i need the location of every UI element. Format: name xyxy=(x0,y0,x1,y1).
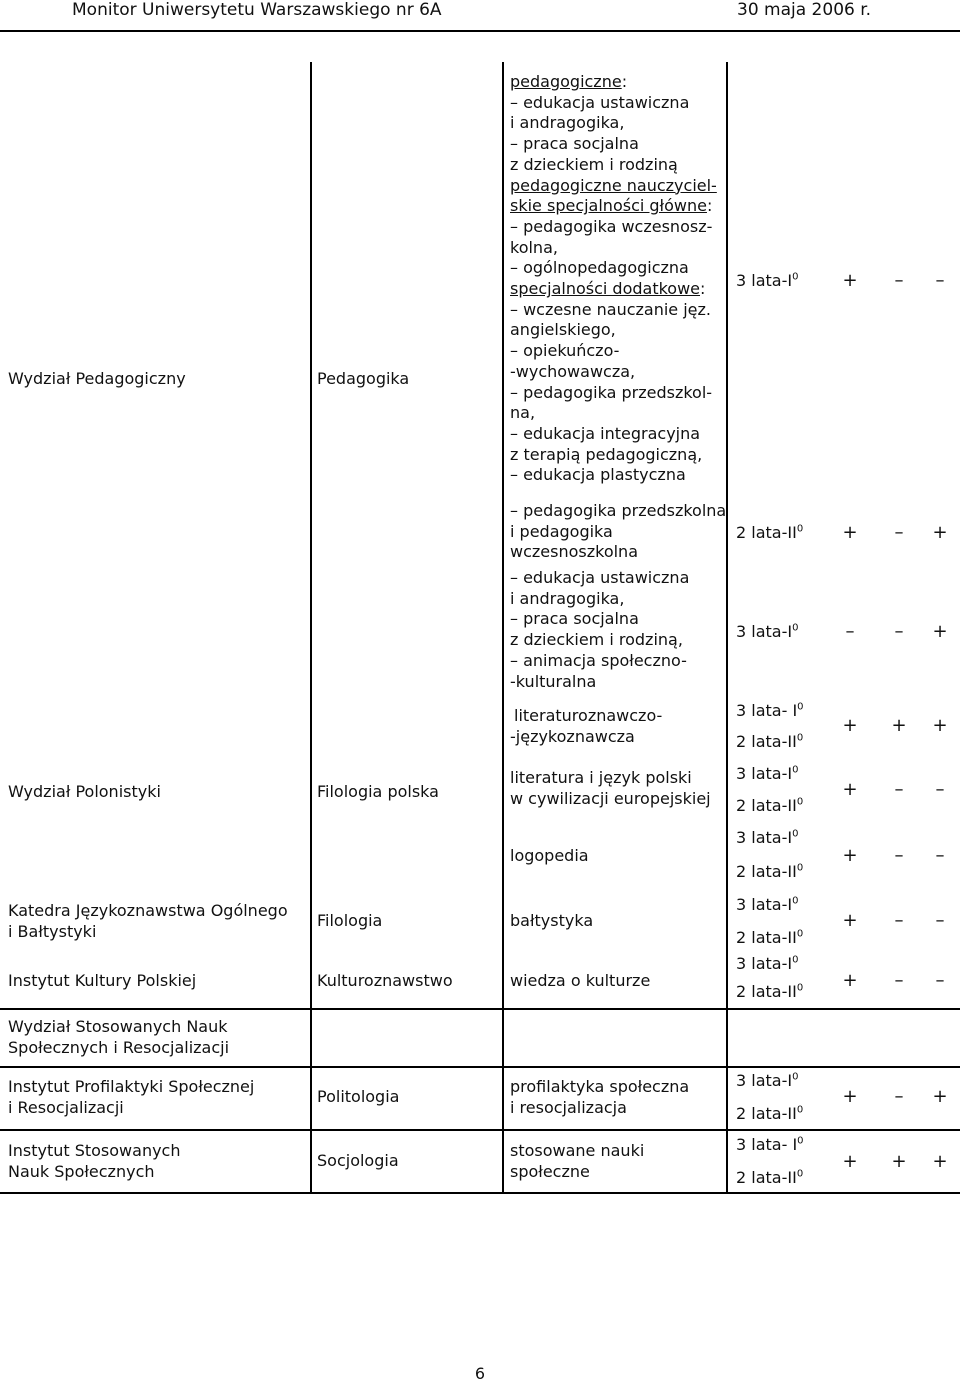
unit-name: Wydział Pedagogiczny xyxy=(8,369,186,388)
mark: + xyxy=(842,270,858,291)
study-mode: 2 lata-$II^0$ xyxy=(736,796,804,815)
section-rule xyxy=(0,1129,960,1131)
specializations-list: pedagogiczne: – edukacja ustawiczna i andragogika, – praca socjalna z dzieckiem i rodziną pedagogiczne nauczyciel- skie specjalności główne: – pedagogika wczesnosz- kolna, – ogólnopedagogiczna specjalności dodatkowe: – wczesne nauczanie jęz. angielskiego, – opiekuńczo- -wychowawcza, – pedagogika przedszkol- na, – edukacja integracyjna z terapią pedagogiczną, – edukacja plastyczna xyxy=(510,72,717,485)
mark: – xyxy=(845,621,855,642)
mark: – xyxy=(935,970,945,991)
specialization: wiedza o kulturze xyxy=(510,971,651,990)
unit-name: Instytut Kultury Polskiej xyxy=(8,971,197,990)
study-mode: 2 lata-$II^0$ xyxy=(736,862,804,881)
mark: + xyxy=(842,522,858,543)
mark: + xyxy=(842,970,858,991)
field-name: Filologia polska xyxy=(317,782,439,801)
study-mode: 3 lata-$I^0$ xyxy=(736,828,799,847)
page-header xyxy=(0,0,960,26)
mark: – xyxy=(894,1086,904,1107)
study-mode: 3 lata-$I^0$ xyxy=(736,271,799,290)
specialization: literaturoznawczo- -językoznawcza xyxy=(510,706,663,746)
study-mode: 2 lata-$II^0$ xyxy=(736,982,804,1001)
section-rule xyxy=(0,1066,960,1068)
mark: – xyxy=(894,779,904,800)
mark: – xyxy=(935,910,945,931)
field-name: Pedagogika xyxy=(317,369,410,388)
specialization: stosowane nauki społeczne xyxy=(510,1141,645,1181)
study-mode: 3 lata-$I^0$ xyxy=(736,895,799,914)
study-mode: 2 lata-$II^0$ xyxy=(736,1168,804,1187)
mark: + xyxy=(842,910,858,931)
study-mode: 3 lata-$I^0$ xyxy=(736,954,799,973)
mark: + xyxy=(891,715,907,736)
mark: – xyxy=(894,270,904,291)
mark: – xyxy=(894,522,904,543)
mark: + xyxy=(842,845,858,866)
section-rule xyxy=(0,1008,960,1010)
unit-name: Katedra Językoznawstwa Ogólnego i Bałtystyki xyxy=(8,901,288,941)
page-number: 6 xyxy=(474,1364,486,1383)
column-divider xyxy=(502,62,504,1194)
mark: – xyxy=(935,270,945,291)
faculty-heading: Wydział Stosowanych Nauk Społecznych i Resocjalizacji xyxy=(8,1017,230,1057)
unit-name: Wydział Polonistyki xyxy=(8,782,161,801)
field-name: Politologia xyxy=(317,1087,400,1106)
unit-name: Instytut Stosowanych Nauk Społecznych xyxy=(8,1141,181,1181)
mark: + xyxy=(932,1151,948,1172)
mark: – xyxy=(894,910,904,931)
mark: + xyxy=(932,522,948,543)
field-name: Socjologia xyxy=(317,1151,399,1170)
publication-date: 30 maja 2006 r. xyxy=(737,0,872,20)
mark: + xyxy=(842,715,858,736)
header-rule xyxy=(0,30,960,32)
mark: – xyxy=(894,970,904,991)
unit-name: Instytut Profilaktyki Społecznej i Resocjalizacji xyxy=(8,1077,255,1117)
specialization: literatura i język polski w cywilizacji europejskiej xyxy=(510,768,711,808)
study-mode: 3 lata-$I^0$ xyxy=(736,764,799,783)
specialization: logopedia xyxy=(510,846,589,865)
study-mode: 2 lata-$II^0$ xyxy=(736,928,804,947)
table-bottom-rule xyxy=(0,1192,960,1194)
mark: + xyxy=(842,779,858,800)
mark: – xyxy=(935,779,945,800)
mark: + xyxy=(842,1151,858,1172)
study-mode: 3 lata- $I^0$ xyxy=(736,701,804,720)
study-mode: 2 lata-$II^0$ xyxy=(736,1104,804,1123)
column-divider xyxy=(726,62,728,1194)
mark: + xyxy=(842,1086,858,1107)
specializations-list: – pedagogika przedszkolna i pedagogika wczesnoszkolna xyxy=(510,501,727,562)
specialization: profilaktyka społeczna i resocjalizacja xyxy=(510,1077,690,1117)
study-mode: 3 lata-$I^0$ xyxy=(736,622,799,641)
study-mode: 2 lata-$II^0$ xyxy=(736,523,804,542)
column-divider xyxy=(310,62,312,1194)
study-mode: 2 lata-$II^0$ xyxy=(736,732,804,751)
study-mode: 3 lata-$I^0$ xyxy=(736,1071,799,1090)
field-name: Filologia xyxy=(317,911,383,930)
mark: + xyxy=(932,621,948,642)
mark: – xyxy=(894,845,904,866)
mark: + xyxy=(932,1086,948,1107)
specialization: bałtystyka xyxy=(510,911,594,930)
specializations-list: – edukacja ustawiczna i andragogika, – praca socjalna z dzieckiem i rodziną, – animacja społeczno- -kulturalna xyxy=(510,568,690,691)
mark: – xyxy=(894,621,904,642)
mark: + xyxy=(932,715,948,736)
mark: – xyxy=(935,845,945,866)
mark: + xyxy=(891,1151,907,1172)
field-name: Kulturoznawstwo xyxy=(317,971,453,990)
publication-title: Monitor Uniwersytetu Warszawskiego nr 6A xyxy=(72,0,442,20)
study-mode: 3 lata- $I^0$ xyxy=(736,1135,804,1154)
